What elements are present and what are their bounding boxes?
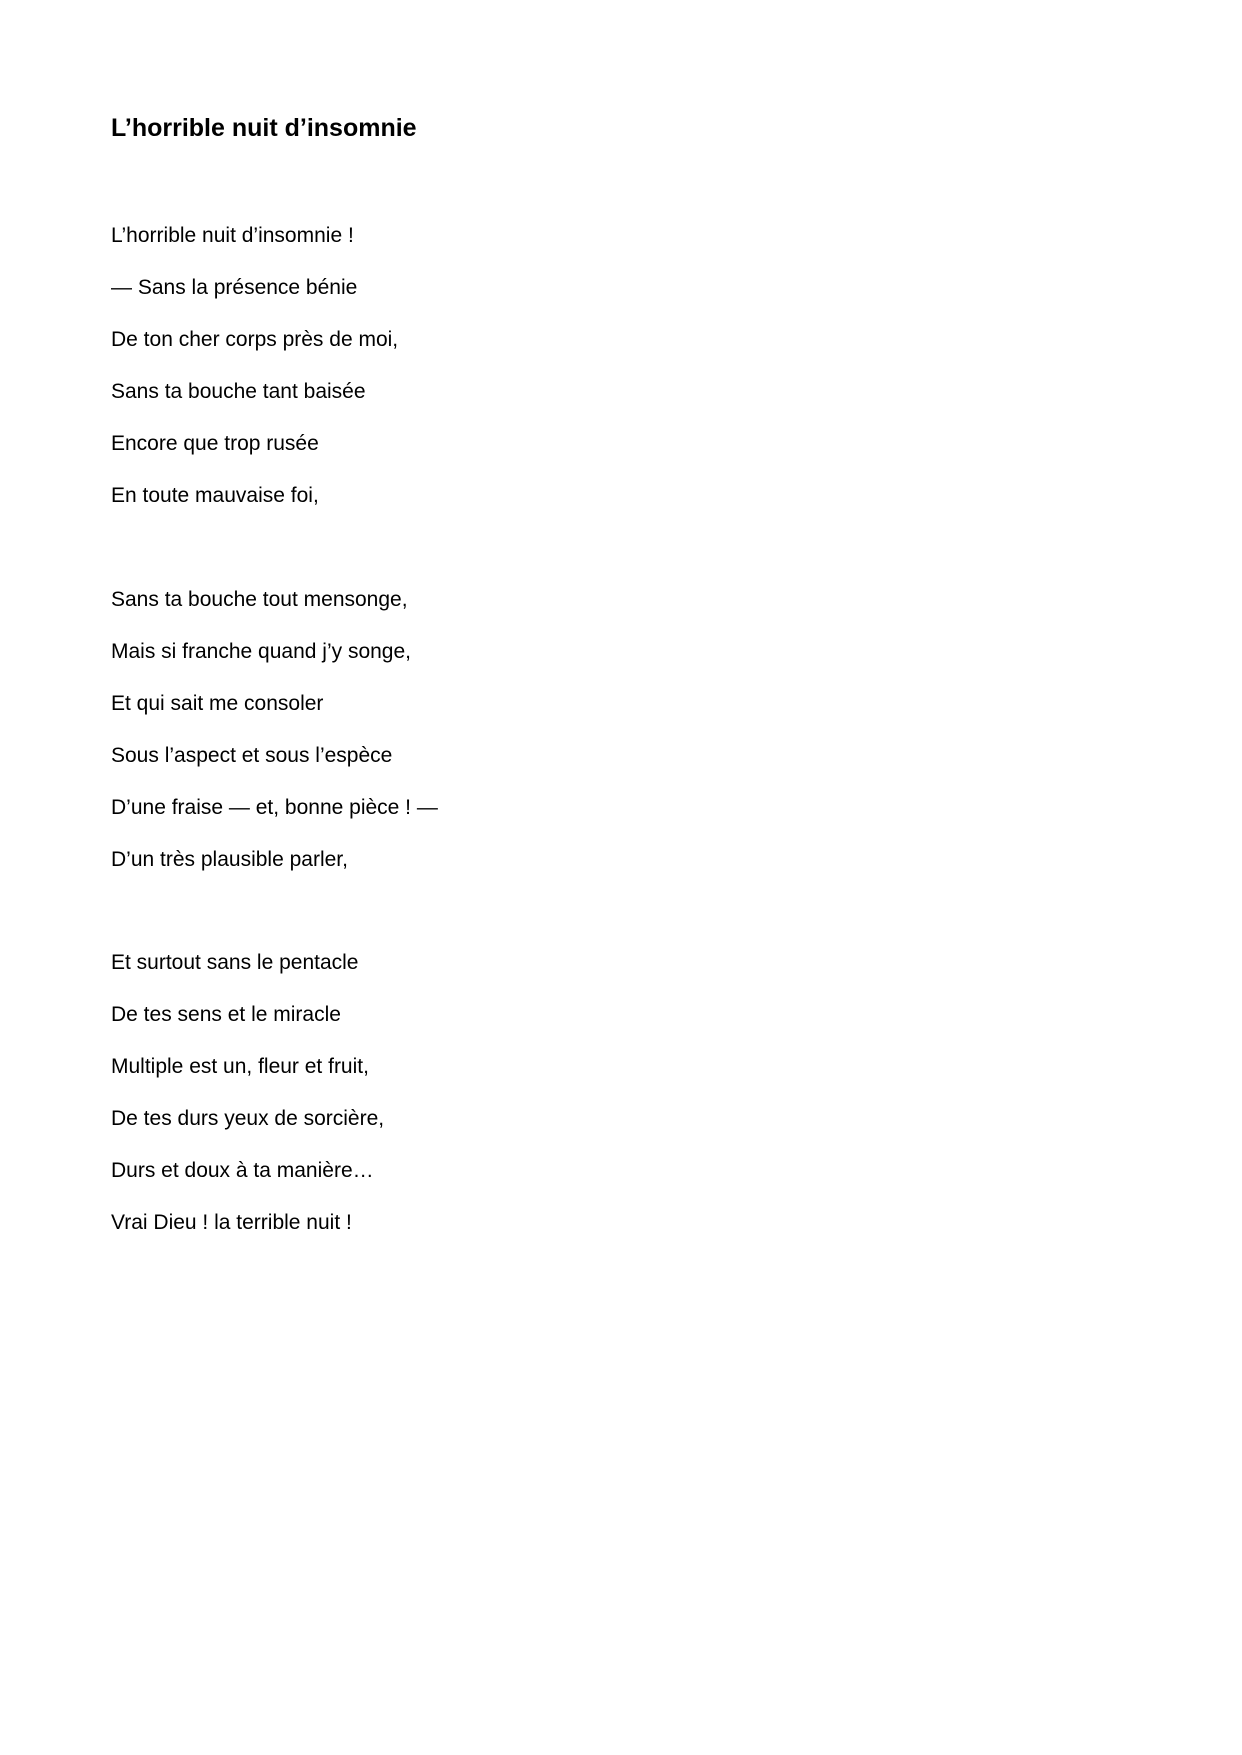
- stanza-3: [111, 947, 384, 1259]
- stanza-2: [111, 584, 438, 896]
- poem-line: Multiple est un, fleur et fruit,: [111, 1055, 369, 1078]
- poem-line: Et qui sait me consoler: [111, 692, 324, 715]
- poem-line: De tes sens et le miracle: [111, 1003, 341, 1026]
- poem-line: Sous l’aspect et sous l’espèce: [111, 744, 393, 767]
- poem-line: Mais si franche quand j’y songe,: [111, 640, 411, 663]
- poem-line: D’un très plausible parler,: [111, 848, 348, 871]
- poem-line: En toute mauvaise foi,: [111, 484, 319, 507]
- poem-title: L’horrible nuit d’insomnie: [111, 114, 417, 142]
- poem-line: D’une fraise — et, bonne pièce ! —: [111, 796, 438, 819]
- poem-line: — Sans la présence bénie: [111, 276, 358, 299]
- poem-line: Encore que trop rusée: [111, 432, 319, 455]
- poem-line: Sans ta bouche tout mensonge,: [111, 588, 408, 611]
- poem-line: Sans ta bouche tant baisée: [111, 380, 366, 403]
- stanza-1: [111, 220, 398, 532]
- poem-line: Durs et doux à ta manière…: [111, 1159, 374, 1182]
- poem-line: Vrai Dieu ! la terrible nuit !: [111, 1211, 352, 1234]
- poem-line: L’horrible nuit d’insomnie !: [111, 224, 354, 247]
- poem-line: Et surtout sans le pentacle: [111, 951, 359, 974]
- poem-line: De ton cher corps près de moi,: [111, 328, 399, 351]
- poem-line: De tes durs yeux de sorcière,: [111, 1107, 385, 1130]
